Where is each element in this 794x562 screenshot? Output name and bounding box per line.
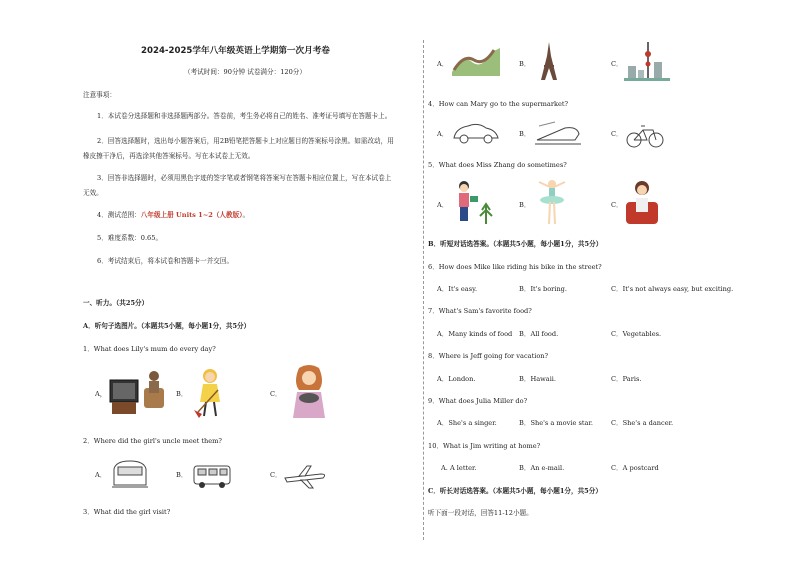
ballet-dancer-icon: [535, 178, 569, 228]
q7-option-a: A．Many kinds of food: [437, 330, 513, 338]
city-skyline-icon: [624, 42, 670, 82]
tv-watching-icon: [108, 366, 168, 418]
part-a-heading: A．听句子选图片。（本题共5小题，每小题1分，共5分）: [83, 322, 251, 330]
column-divider: [423, 40, 424, 540]
woman-cooking-icon: [285, 364, 333, 420]
high-speed-train-icon: [535, 120, 581, 146]
q10-option-a: A. A letter.: [441, 464, 477, 472]
q9-option-b: B．She's a movie star.: [519, 419, 593, 427]
q1-option-c-label: C．: [270, 390, 282, 398]
q4-option-a-label: A．: [437, 130, 449, 138]
q4-option-b-label: B．: [519, 130, 531, 138]
question-5: 5．What does Miss Zhang do sometimes?: [428, 161, 567, 169]
part-c-intro: 听下面一段对话，回答11-12小题。: [428, 509, 533, 517]
test-range: 八年级上册 Units 1~2（人教版）: [140, 211, 243, 219]
question-7: 7．What's Sam's favorite food?: [428, 307, 532, 315]
q6-option-b: B．It's boring.: [519, 285, 568, 293]
q3-option-c-label: C．: [611, 60, 623, 68]
airplane-icon: [283, 462, 327, 490]
q6-option-c: C．It's not always easy, but exciting.: [611, 285, 734, 293]
question-6: 6．How does Mike like riding his bike in the street?: [428, 263, 602, 271]
q3-option-b-label: B．: [519, 60, 531, 68]
q10-option-c: C．A postcard: [611, 464, 659, 472]
q4-option-c-label: C．: [611, 130, 623, 138]
q9-option-c: C．She's a dancer.: [611, 419, 674, 427]
exam-info: （考试时间：90分钟 试卷满分：120分）: [184, 68, 306, 76]
note-4-prefix: 4．测试范围：: [97, 211, 141, 219]
q2-option-a-label: A．: [95, 471, 107, 479]
train-icon: [110, 459, 150, 489]
girl-sweeping-icon: [190, 366, 230, 420]
bicycle-icon: [625, 120, 665, 150]
q7-option-b: B．All food.: [519, 330, 559, 338]
q9-option-a: A．She's a singer.: [437, 419, 497, 427]
note-3-cont: 无效。: [83, 189, 103, 197]
q5-option-a-label: A．: [437, 201, 449, 209]
page-title: 2024-2025学年八年级英语上学期第一次月考卷: [141, 46, 330, 56]
question-2: 2．Where did the girl's uncle meet them?: [83, 437, 222, 445]
section-heading: 一、听力。（共25分）: [83, 299, 149, 307]
question-10: 10．What is Jim writing at home?: [428, 442, 541, 450]
notes-heading: 注意事项：: [83, 91, 116, 99]
question-9: 9．What does Julia Miller do?: [428, 397, 528, 405]
q3-option-a-label: A．: [437, 60, 449, 68]
note-1: 1．本试卷分选择题和非选择题两部分。答卷前，考生务必将自己的姓名、准考证号填写在答题卡上。: [97, 112, 392, 120]
note-2-cont: 橡皮擦干净后，再选涂其他答案标号。写在本试卷上无效。: [83, 152, 255, 160]
car-icon: [452, 120, 500, 146]
q5-option-b-label: B．: [519, 201, 531, 209]
note-4-end: 。: [242, 211, 250, 219]
eiffel-tower-icon: [535, 42, 563, 82]
q5-option-c-label: C．: [611, 201, 623, 209]
q10-option-b: B．An e-mail.: [519, 464, 565, 472]
question-3: 3．What did the girl visit?: [83, 508, 171, 516]
q8-option-c: C．Paris.: [611, 375, 642, 383]
bus-icon: [192, 462, 232, 490]
question-8: 8．Where is Jeff going for vacation?: [428, 352, 549, 360]
part-c-heading: C．听长对话选答案。（本题共5小题，每小题1分，共5分）: [428, 487, 602, 495]
q7-option-c: C．Vegetables.: [611, 330, 662, 338]
watering-plants-icon: [452, 180, 500, 226]
q8-option-a: A．London.: [437, 375, 476, 383]
woman-reading-icon: [624, 180, 660, 226]
q6-option-a: A．It's easy.: [437, 285, 478, 293]
note-4: [97, 211, 249, 220]
note-6: 6．考试结束后，将本试卷和答题卡一并交回。: [97, 257, 234, 265]
question-4: 4．How can Mary go to the supermarket?: [428, 100, 569, 108]
note-5: 5．难度系数：0.65。: [97, 234, 163, 242]
great-wall-icon: [452, 44, 500, 76]
q2-option-c-label: C．: [270, 471, 282, 479]
q8-option-b: B．Hawaii.: [519, 375, 557, 383]
note-2: 2．回答选择题时，选出每小题答案后，用2B铅笔把答题卡上对应题目的答案标号涂黑。如需改动，用: [97, 137, 394, 145]
question-1: 1．What does Lily's mum do every day?: [83, 345, 216, 353]
part-b-heading: B．听短对话选答案。（本题共5小题，每小题1分，共5分）: [428, 240, 603, 248]
q2-option-b-label: B．: [176, 471, 188, 479]
note-3: 3．回答非选择题时，必须用黑色字迹的签字笔或者钢笔将答案写在答题卡相应位置上，写在本试卷上: [97, 174, 392, 182]
q1-option-a-label: A，: [95, 390, 107, 398]
q1-option-b-label: B．: [176, 390, 188, 398]
